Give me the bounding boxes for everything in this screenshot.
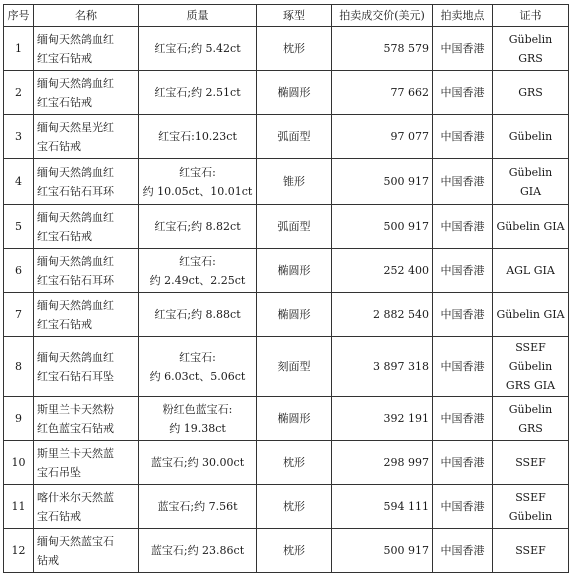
item-cut: 椭圆形 <box>257 397 332 441</box>
item-certificate <box>493 159 569 205</box>
item-name <box>34 115 139 159</box>
row-index: 6 <box>4 249 34 293</box>
item-name-line: 红宝石钻石耳环 <box>37 184 114 198</box>
auction-table <box>3 4 569 573</box>
item-mass <box>139 441 257 485</box>
item-name-line: 红色蓝宝石钻戒 <box>37 421 114 435</box>
item-name <box>34 529 139 573</box>
item-price: 298 997 <box>332 441 433 485</box>
row-index: 2 <box>4 71 34 115</box>
item-name-line: 红宝石钻戒 <box>37 95 92 109</box>
row-index: 9 <box>4 397 34 441</box>
item-cut: 枕形 <box>257 485 332 529</box>
item-price: 77 662 <box>332 71 433 115</box>
table-row <box>4 159 569 205</box>
item-location: 中国香港 <box>433 337 493 397</box>
item-certificate-line: Gübelin GRS <box>508 402 553 435</box>
item-location: 中国香港 <box>433 397 493 441</box>
item-certificate <box>493 249 569 293</box>
item-mass-line: 蓝宝石;约 23.86ct <box>150 544 245 557</box>
item-name-line: 缅甸天然鸽血红 <box>37 298 114 312</box>
item-location: 中国香港 <box>433 159 493 205</box>
header-row <box>4 5 569 27</box>
item-mass <box>139 27 257 71</box>
item-name-line: 缅甸天然蓝宝石 <box>37 534 114 548</box>
item-name-line: 缅甸天然星光红 <box>37 120 114 134</box>
item-name <box>34 293 139 337</box>
item-certificate <box>493 441 569 485</box>
item-location: 中国香港 <box>433 205 493 249</box>
item-price: 500 917 <box>332 205 433 249</box>
item-cut: 弧面型 <box>257 205 332 249</box>
item-certificate-line: AGL GIA <box>506 264 555 277</box>
item-mass <box>139 293 257 337</box>
item-mass-line: 红宝石: <box>179 350 216 364</box>
item-mass <box>139 397 257 441</box>
item-cut: 弧面型 <box>257 115 332 159</box>
item-mass-line: 红宝石;约 8.82ct <box>154 220 241 233</box>
item-cut: 刻面型 <box>257 337 332 397</box>
row-index: 11 <box>4 485 34 529</box>
table-row <box>4 397 569 441</box>
item-location: 中国香港 <box>433 249 493 293</box>
item-mass <box>139 485 257 529</box>
item-certificate <box>493 293 569 337</box>
table-row <box>4 441 569 485</box>
item-name-line: 红宝石钻戒 <box>37 229 92 243</box>
item-mass-line: 红宝石;约 2.51ct <box>154 86 241 99</box>
table-row <box>4 27 569 71</box>
item-name <box>34 485 139 529</box>
item-mass <box>139 337 257 397</box>
item-location: 中国香港 <box>433 115 493 159</box>
item-name-line: 缅甸天然鸽血红 <box>37 76 114 90</box>
item-name-line: 宝石钻戒 <box>37 139 81 153</box>
item-price: 252 400 <box>332 249 433 293</box>
item-price: 97 077 <box>332 115 433 159</box>
item-mass-line: 红宝石: <box>179 165 216 179</box>
item-certificate-line: Gübelin <box>508 165 553 179</box>
item-name-line: 缅甸天然鸽血红 <box>37 32 114 46</box>
row-index: 5 <box>4 205 34 249</box>
row-index: 3 <box>4 115 34 159</box>
item-price: 392 191 <box>332 397 433 441</box>
item-name <box>34 159 139 205</box>
table-row <box>4 529 569 573</box>
item-name-line: 宝石吊坠 <box>37 465 81 479</box>
item-certificate-line: SSEF <box>515 544 546 557</box>
item-certificate-line: SSEF <box>515 456 546 469</box>
item-name-line: 缅甸天然鸽血红 <box>37 165 114 179</box>
row-index: 1 <box>4 27 34 71</box>
table-row <box>4 205 569 249</box>
item-certificate <box>493 397 569 441</box>
item-certificate-line: GRS <box>518 51 543 65</box>
item-cut: 枕形 <box>257 27 332 71</box>
row-index: 10 <box>4 441 34 485</box>
item-price: 2 882 540 <box>332 293 433 337</box>
table-row <box>4 485 569 529</box>
item-name <box>34 249 139 293</box>
item-cut: 椭圆形 <box>257 293 332 337</box>
header-cut: 琢型 <box>257 5 332 27</box>
item-location: 中国香港 <box>433 485 493 529</box>
item-certificate-line: Gübelin <box>508 130 553 143</box>
item-mass-line: 红宝石:10.23ct <box>158 130 237 143</box>
item-name <box>34 71 139 115</box>
table-row <box>4 71 569 115</box>
item-certificate-line: SSEF Gübelin <box>508 341 553 373</box>
item-certificate-line: GIA <box>519 184 542 198</box>
item-mass-line: 蓝宝石;约 7.56t <box>157 500 238 513</box>
row-index: 12 <box>4 529 34 573</box>
item-mass <box>139 529 257 573</box>
item-mass-line: 约 10.05ct、10.01ct <box>142 184 253 198</box>
item-mass-line: 红宝石: <box>179 254 216 268</box>
item-certificate <box>493 27 569 71</box>
item-name-line: 缅甸天然鸽血红 <box>37 350 114 364</box>
item-certificate-line: Gübelin GIA <box>496 308 565 321</box>
item-mass-line: 约 19.38ct <box>169 421 226 435</box>
item-price: 594 111 <box>332 485 433 529</box>
item-location: 中国香港 <box>433 27 493 71</box>
item-certificate-line: Gübelin <box>508 32 553 46</box>
item-mass-line: 蓝宝石;约 30.00ct <box>150 456 245 469</box>
item-location: 中国香港 <box>433 71 493 115</box>
item-name-line: 斯里兰卡天然蓝 <box>37 446 114 460</box>
item-mass <box>139 115 257 159</box>
item-mass-line: 红宝石;约 5.42ct <box>154 42 241 55</box>
header-location: 拍卖地点 <box>433 5 493 27</box>
item-name <box>34 397 139 441</box>
item-name-line: 钻戒 <box>37 553 59 567</box>
header-price: 拍卖成交价(美元) <box>332 5 433 27</box>
item-location: 中国香港 <box>433 293 493 337</box>
item-price: 500 917 <box>332 159 433 205</box>
item-mass-line: 约 2.49ct、2.25ct <box>149 273 246 287</box>
item-name-line: 红宝石钻戒 <box>37 317 92 331</box>
item-mass-line: 粉红色蓝宝石: <box>162 402 233 416</box>
item-price: 578 579 <box>332 27 433 71</box>
header-certificate: 证书 <box>493 5 569 27</box>
item-mass-line: 红宝石;约 8.88ct <box>154 308 241 321</box>
item-cut: 枕形 <box>257 529 332 573</box>
item-cut: 锥形 <box>257 159 332 205</box>
item-mass <box>139 159 257 205</box>
item-name-line: 宝石钻戒 <box>37 509 81 523</box>
item-name-line: 红宝石钻戒 <box>37 51 92 65</box>
row-index: 8 <box>4 337 34 397</box>
item-name <box>34 205 139 249</box>
item-certificate-line: SSEF Gübelin <box>508 490 553 523</box>
header-index: 序号 <box>4 5 34 27</box>
row-index: 7 <box>4 293 34 337</box>
item-name <box>34 441 139 485</box>
item-name-line: 缅甸天然鸽血红 <box>37 254 114 268</box>
item-certificate <box>493 337 569 397</box>
item-certificate <box>493 71 569 115</box>
table-row <box>4 293 569 337</box>
item-cut: 枕形 <box>257 441 332 485</box>
row-index: 4 <box>4 159 34 205</box>
item-mass <box>139 71 257 115</box>
item-price: 3 897 318 <box>332 337 433 397</box>
item-certificate-line: GRS <box>518 86 543 99</box>
item-location: 中国香港 <box>433 441 493 485</box>
item-certificate-line: GRS GIA <box>505 379 556 392</box>
item-name-line: 斯里兰卡天然粉 <box>37 402 114 416</box>
item-price: 500 917 <box>332 529 433 573</box>
item-name-line: 喀什米尔天然蓝 <box>37 490 114 504</box>
item-name <box>34 337 139 397</box>
item-name-line: 缅甸天然鸽血红 <box>37 210 114 224</box>
item-certificate <box>493 529 569 573</box>
item-certificate-line: Gübelin GIA <box>496 220 565 233</box>
item-mass <box>139 205 257 249</box>
item-cut: 椭圆形 <box>257 249 332 293</box>
table-row <box>4 249 569 293</box>
table-row <box>4 115 569 159</box>
item-cut: 椭圆形 <box>257 71 332 115</box>
item-name-line: 红宝石钻石耳环 <box>37 273 114 287</box>
item-certificate <box>493 205 569 249</box>
item-name-line: 红宝石钻石耳坠 <box>37 369 114 383</box>
item-location: 中国香港 <box>433 529 493 573</box>
item-certificate <box>493 115 569 159</box>
item-name <box>34 27 139 71</box>
table-row <box>4 337 569 397</box>
item-certificate <box>493 485 569 529</box>
header-name: 名称 <box>34 5 139 27</box>
item-mass <box>139 249 257 293</box>
header-mass: 质量 <box>139 5 257 27</box>
item-mass-line: 约 6.03ct、5.06ct <box>149 369 246 383</box>
